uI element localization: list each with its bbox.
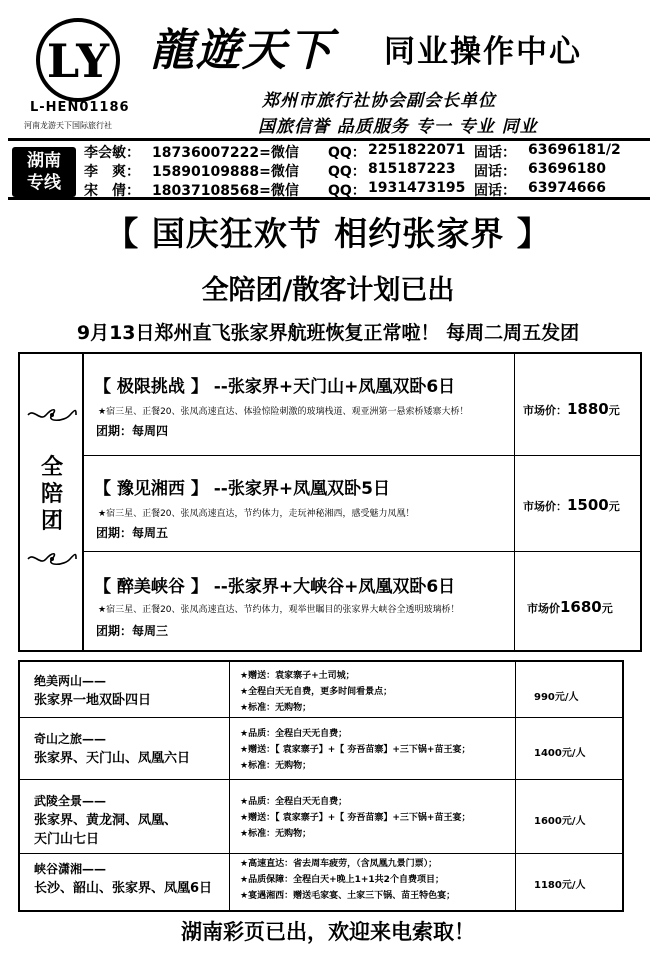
tour-description: ★宿三星、正餐20、张凤高速直达，节约体力，走玩神秘湘西，感受魅力凤凰！ bbox=[98, 509, 415, 519]
escorted-label-char: 陪 bbox=[40, 482, 63, 507]
price-unit: 元 bbox=[608, 404, 620, 417]
line-name-cell bbox=[20, 718, 230, 779]
qq-label: QQ： bbox=[328, 183, 366, 199]
line-features bbox=[232, 718, 516, 779]
slogan-service: 国旅信誉 品质服务 专一 专业 同业 bbox=[258, 117, 538, 137]
tour-description: ★宿三星、正餐20、张凤高速直达、节约体力，观举世瞩目的张家界大峡谷全透明玻璃桥！ bbox=[98, 605, 460, 615]
tour-schedule: 团期：每周五 bbox=[96, 526, 169, 540]
contact-name: 李会敏： bbox=[84, 145, 140, 161]
price-label: 市场价： bbox=[523, 404, 567, 417]
price-cell bbox=[514, 552, 640, 650]
license-number: L-HEN01186 bbox=[30, 100, 130, 115]
route-label bbox=[12, 147, 76, 197]
escorted-label-char: 团 bbox=[40, 509, 63, 534]
line-name: 奇山之旅—— bbox=[34, 732, 107, 746]
price-cell bbox=[514, 354, 640, 455]
qq-label: QQ： bbox=[328, 164, 366, 180]
line-feature: ★赠送：【 袁家寨子】+【 夯吾苗寨】+三下锅+苗王宴； bbox=[240, 745, 471, 755]
slogan-association: 郑州市旅行社协会副会长单位 bbox=[262, 91, 496, 111]
tour-price bbox=[527, 598, 613, 616]
center-title: 同业操作中心 bbox=[384, 34, 582, 70]
contact-tel: 63696181/2 bbox=[528, 142, 621, 158]
price-label: 市场价： bbox=[523, 500, 567, 513]
route-line-row bbox=[20, 718, 622, 780]
contact-qq: 1931473195 bbox=[368, 180, 466, 196]
tel-label: 固话： bbox=[474, 164, 516, 180]
price-value: 1500 bbox=[567, 496, 609, 514]
price-value: 1880 bbox=[567, 400, 609, 418]
line-route: 天门山七日 bbox=[34, 832, 100, 847]
line-feature: ★赠送：【 袁家寨子】+【 夯吾苗寨】+三下锅+苗王宴； bbox=[240, 813, 471, 823]
contact-qq: 2251822071 bbox=[368, 142, 466, 158]
contact-phone: 18736007222=微信 bbox=[152, 145, 299, 161]
route-line-table bbox=[18, 660, 624, 912]
logo-mark: LY bbox=[46, 34, 110, 88]
tour-row bbox=[84, 552, 640, 650]
line-feature: ★品质：全程白天无自费； bbox=[240, 729, 348, 739]
line-name: 绝美两山—— bbox=[34, 674, 107, 688]
agency-name: 河南龙游天下国际旅行社 bbox=[24, 121, 112, 130]
line-feature: ★高速直达：省去周车疲劳，（含凤凰九景门票）； bbox=[240, 859, 438, 869]
logo bbox=[36, 18, 120, 102]
line-feature: ★标准：无购物； bbox=[240, 829, 312, 839]
contact-qq: 815187223 bbox=[368, 161, 456, 177]
route-line-row bbox=[20, 854, 622, 910]
contact-name: 宋 倩： bbox=[84, 183, 140, 199]
route-line-row bbox=[20, 780, 622, 854]
brand-name: 龍遊天下 bbox=[150, 25, 334, 76]
escorted-tour-table bbox=[18, 352, 642, 652]
tour-description: ★宿三星、正餐20、张凤高速直达、体验惊险刺激的玻璃栈道、观亚洲第一悬索桥矮寨大桥！ bbox=[98, 407, 469, 417]
line-name: 峡谷潇湘—— bbox=[34, 862, 107, 876]
line-route: 张家界、天门山、凤凰六日 bbox=[34, 751, 191, 766]
price-label: 市场价 bbox=[527, 602, 560, 615]
line-name: 武陵全景—— bbox=[34, 794, 107, 808]
line-feature: ★品质保障：全程白天+晚上1+1共2个自费项目； bbox=[240, 875, 444, 885]
line-price: 990元/人 bbox=[534, 692, 579, 703]
footer-notice: 湖南彩页已出，欢迎来电索取！ bbox=[181, 920, 475, 944]
escorted-side-cell bbox=[20, 354, 84, 650]
line-feature: ★品质：全程白天无自费； bbox=[240, 797, 348, 807]
tour-schedule: 团期：每周四 bbox=[96, 424, 169, 438]
escorted-label bbox=[34, 454, 70, 535]
line-features bbox=[232, 780, 516, 853]
line-price: 1600元/人 bbox=[534, 816, 586, 827]
tour-name: 【 极限挑战 】 --张家界+天门山+凤凰双卧6日 bbox=[94, 377, 456, 397]
qq-label: QQ： bbox=[328, 145, 366, 161]
contact-tel: 63974666 bbox=[528, 180, 606, 196]
tour-row bbox=[84, 354, 640, 456]
contact-phone: 18037108568=微信 bbox=[152, 183, 299, 199]
contact-row bbox=[84, 161, 650, 180]
contact-row bbox=[84, 142, 650, 161]
contact-name: 李 爽： bbox=[84, 164, 140, 180]
price-cell bbox=[514, 456, 640, 551]
contact-block bbox=[8, 138, 650, 200]
line-features bbox=[232, 854, 516, 910]
line-feature: ★宴遇湘西：赠送毛家宴、土家三下锅、苗王特色宴； bbox=[240, 891, 456, 901]
line-feature: ★标准：无购物； bbox=[240, 761, 312, 771]
scroll-ornament-icon bbox=[26, 408, 78, 422]
route-line-row bbox=[20, 662, 622, 718]
header bbox=[0, 0, 656, 138]
escorted-label-char: 全 bbox=[40, 455, 63, 480]
line-name-cell bbox=[20, 662, 230, 717]
scroll-ornament-icon bbox=[26, 552, 78, 566]
line-price: 1400元/人 bbox=[534, 748, 586, 759]
contact-row bbox=[84, 180, 650, 199]
line-price: 1180元/人 bbox=[534, 880, 586, 891]
route-label-line: 专线 bbox=[27, 173, 61, 193]
flight-notice: 9月13日郑州直飞张家界航班恢复正常啦！ 每周二周五发团 bbox=[76, 322, 580, 344]
price-value: 1680 bbox=[560, 598, 602, 616]
tel-label: 固话： bbox=[474, 183, 516, 199]
price-unit: 元 bbox=[608, 500, 620, 513]
tour-price bbox=[523, 496, 620, 514]
event-subtitle: 全陪团/散客计划已出 bbox=[201, 275, 455, 306]
contact-phone: 15890109888=微信 bbox=[152, 164, 299, 180]
contact-tel: 63696180 bbox=[528, 161, 606, 177]
tel-label: 固话： bbox=[474, 145, 516, 161]
line-feature: ★赠送：袁家寨子+土司城； bbox=[240, 671, 355, 681]
route-label-line: 湖南 bbox=[27, 151, 61, 171]
price-unit: 元 bbox=[601, 602, 613, 615]
tour-row bbox=[84, 456, 640, 552]
line-route: 长沙、韶山、张家界、凤凰6日 bbox=[34, 881, 213, 896]
line-features bbox=[232, 662, 516, 717]
tour-name: 【 醉美峡谷 】 --张家界+大峡谷+凤凰双卧6日 bbox=[94, 577, 456, 597]
line-name-cell bbox=[20, 780, 230, 853]
tour-price bbox=[523, 400, 620, 418]
event-title: 【 国庆狂欢节 相约张家界 】 bbox=[105, 214, 551, 253]
tour-schedule: 团期：每周三 bbox=[96, 624, 169, 638]
line-name-cell bbox=[20, 854, 230, 910]
tour-name: 【 豫见湘西 】 --张家界+凤凰双卧5日 bbox=[94, 479, 390, 499]
line-feature: ★标准：无购物； bbox=[240, 703, 312, 713]
line-route: 张家界一地双卧四日 bbox=[34, 693, 152, 708]
line-route: 张家界、黄龙洞、凤凰、 bbox=[34, 813, 178, 828]
line-feature: ★全程白天无自费，更多时间看景点； bbox=[240, 687, 393, 697]
